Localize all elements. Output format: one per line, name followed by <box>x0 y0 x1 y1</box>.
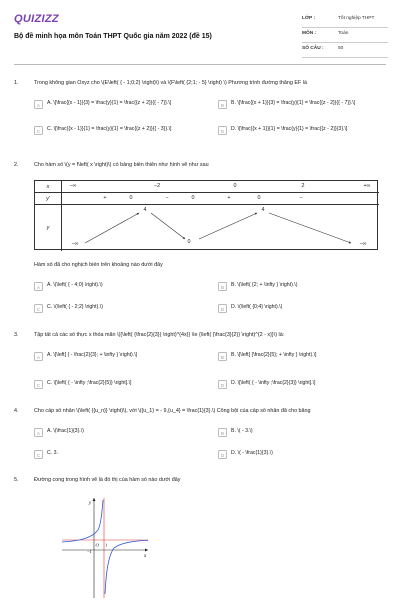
meta-label: SỐ CÂU : <box>302 46 324 51</box>
y-value: −∞ <box>71 241 79 247</box>
x-label: x <box>144 554 147 559</box>
option-text: D. \(\left( {0;4} \right).\) <box>231 304 283 310</box>
header-divider <box>14 64 386 65</box>
arrow-down <box>269 213 351 243</box>
option-text: A. \(\frac{1}{3}.\) <box>47 428 84 434</box>
option-box: B <box>218 352 227 361</box>
option-box: A <box>34 100 43 109</box>
y-value: 0 <box>187 239 191 245</box>
option-text: C. \[\left( { - \infty ;\frac{2}{5}} \right].\] <box>47 380 132 386</box>
x-value: 0 <box>233 183 237 189</box>
question-text: Trong không gian Oxyz cho \(E\left( { - 1;0;2} \right)\) và \(F\left( {2;1; - 5} \right) \) Phương trình đường thẳng EF là <box>34 80 307 86</box>
document-title: Bộ đề minh họa môn Toán THPT Quốc gia năm 2022 (đề 15) <box>14 33 212 40</box>
arrow-up <box>199 213 257 239</box>
option-box: D <box>218 380 227 389</box>
option-c[interactable] <box>34 304 204 318</box>
meta-box <box>302 13 388 58</box>
option-c[interactable] <box>34 126 204 140</box>
option-box: D <box>218 450 227 459</box>
option-text: B. \(\left( {2; + \infty } \right).\) <box>231 282 298 288</box>
question-text: Cho cấp số nhân \(\left( {{u_n}} \right)\), với \({u_1} = - 9,{u_4} = \frac{1}{3}.\) Công bội của cấp số nhân đã cho bằng <box>34 408 311 414</box>
meta-label: MÔN : <box>302 31 317 36</box>
question-text: Cho hàm số \(y = f\left( x \right)\) có bảng biến thiên như hình vẽ như sau <box>34 162 209 168</box>
option-text: A. \(\left( { - 4;0} \right).\) <box>47 282 103 288</box>
arrow-up <box>85 213 139 243</box>
option-box: C <box>34 380 43 389</box>
question-number: 5. <box>14 477 19 483</box>
option-a[interactable] <box>34 282 204 296</box>
yprime-zero: 0 <box>257 195 261 201</box>
label-yprime: y' <box>46 196 50 202</box>
option-box: D <box>218 126 227 135</box>
option-a[interactable] <box>34 100 204 114</box>
option-text: D. \( - \frac{1}{3}.\) <box>231 450 273 456</box>
y-axis-arrow <box>93 498 96 501</box>
option-d[interactable] <box>218 450 388 464</box>
option-text: D. \[\frac{{x + 1}}{1} = \frac{y}{1} = \frac{{z - 2}}{3}.\] <box>231 126 348 132</box>
x-value: +∞ <box>363 183 371 189</box>
question-text: Tập tất cả các số thực x thỏa mãn \({\left( {\frac{2}{3}} \right)^{4x}} \le {\left( {\frac{3}{2}} \right)^{2 - x}}\) là: <box>34 332 285 338</box>
y-value: −∞ <box>359 241 367 247</box>
meta-row-subject <box>302 28 388 43</box>
meta-value: Tốt nghiệp THPT <box>338 16 375 21</box>
question-subtext: Hàm số đã cho nghịch biến trên khoảng nào dưới đây <box>34 262 163 268</box>
origin-label: O <box>95 542 99 548</box>
option-a[interactable] <box>34 352 204 366</box>
tick-label-one: 1 <box>105 542 108 548</box>
option-b[interactable] <box>218 428 388 442</box>
option-d[interactable] <box>218 304 388 318</box>
question-number: 4. <box>14 408 19 414</box>
curve-left-branch <box>62 500 103 542</box>
x-axis-arrow <box>145 549 148 552</box>
option-box: A <box>34 428 43 437</box>
variation-table <box>34 180 378 250</box>
option-b[interactable] <box>218 352 388 366</box>
y-value: 4 <box>261 207 265 213</box>
yprime-sign: − <box>165 195 169 201</box>
x-value: −∞ <box>69 183 77 189</box>
meta-value: Toán <box>338 31 349 36</box>
yprime-zero: 0 <box>129 195 133 201</box>
option-b[interactable] <box>218 282 388 296</box>
option-box: B <box>218 282 227 291</box>
yprime-sign: − <box>299 195 303 201</box>
option-text: A. \[\left[ { - \frac{2}{3}; + \infty } \right).\] <box>47 352 138 358</box>
option-text: C. \(\left( { - 2;2} \right).\) <box>47 304 103 310</box>
option-text: B. \( - 3.\) <box>231 428 253 434</box>
arrow-down <box>151 213 185 239</box>
option-b[interactable] <box>218 100 388 114</box>
label-y: y <box>46 225 50 231</box>
option-c[interactable] <box>34 380 204 394</box>
option-d[interactable] <box>218 380 388 394</box>
option-box: A <box>34 352 43 361</box>
x-value: −2 <box>153 183 161 189</box>
option-box: B <box>218 100 227 109</box>
yprime-zero: 0 <box>191 195 195 201</box>
yprime-sign: + <box>103 195 107 201</box>
option-box: C <box>34 126 43 135</box>
page-header <box>0 0 400 62</box>
quizizz-logo: QUIZIZZ <box>14 13 59 25</box>
option-text: D. \[\left( { - \infty ;\frac{2}{3}} \right].\] <box>231 380 316 386</box>
option-box: C <box>34 450 43 459</box>
question-number: 1. <box>14 80 19 86</box>
option-d[interactable] <box>218 126 388 140</box>
tick-label-minus-one: −1 <box>87 549 92 554</box>
label-x: x <box>46 184 50 190</box>
y-value: 4 <box>143 207 147 213</box>
option-text: C. \[\frac{{x - 1}}{1} = \frac{y}{1} = \frac{{z + 2}}{{ - 3}}.\] <box>47 126 172 132</box>
option-a[interactable] <box>34 428 204 442</box>
option-text: C. 3. <box>47 450 58 456</box>
option-box: B <box>218 428 227 437</box>
option-text: B. \[\frac{{x + 1}}{3} = \frac{y}{1} = \frac{{z - 2}}{{ - 7}}.\] <box>231 100 356 106</box>
question-number: 2. <box>14 162 19 168</box>
option-text: B. \[\left[ {\frac{2}{5}; + \infty } \right).\] <box>231 352 317 358</box>
question-number: 3. <box>14 332 19 338</box>
option-text: A. \[\frac{{x - 1}}{3} = \frac{y}{1} = \frac{{z + 2}}{{ - 7}}.\] <box>47 100 172 106</box>
option-c[interactable] <box>34 450 204 464</box>
option-box: C <box>34 304 43 313</box>
question-text: Đường cong trong hình vẽ là đồ thị của hàm số nào dưới đây <box>34 477 181 483</box>
meta-label: LỚP : <box>302 16 316 21</box>
x-value: 2 <box>301 183 305 189</box>
option-box: A <box>34 282 43 291</box>
function-graph <box>60 494 150 600</box>
meta-row-grade <box>302 13 388 28</box>
meta-value: 50 <box>338 46 344 51</box>
meta-row-count <box>302 43 388 58</box>
variation-arrows <box>35 181 379 251</box>
curve-right-branch <box>105 540 148 594</box>
option-box: D <box>218 304 227 313</box>
y-label: y <box>89 501 92 506</box>
yprime-sign: + <box>227 195 231 201</box>
